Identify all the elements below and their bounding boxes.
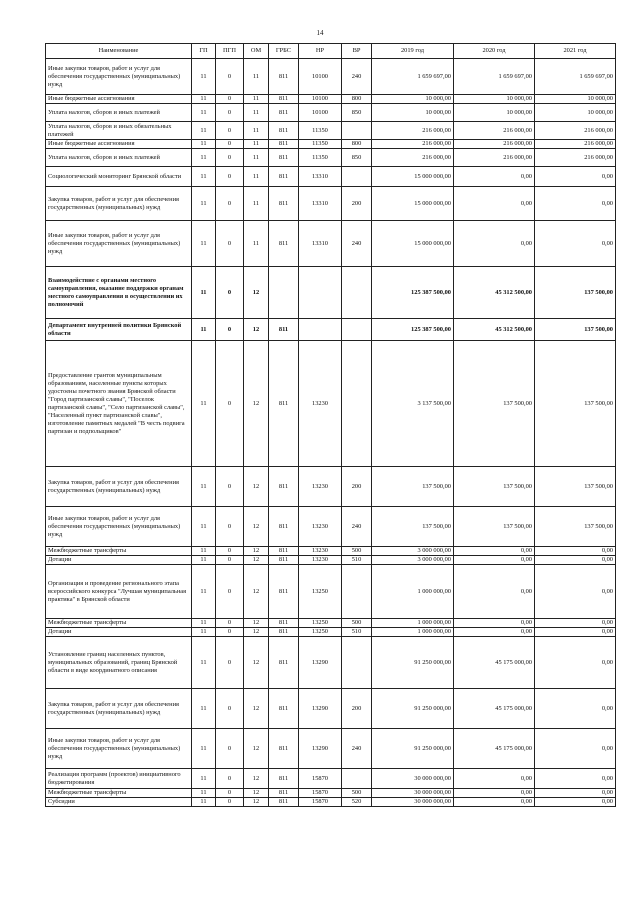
cell-2021: 0,00 [535, 689, 616, 729]
cell-om: 12 [244, 798, 269, 807]
cell-grbs [269, 267, 299, 319]
table-row [46, 319, 616, 341]
cell-2020: 216 000,00 [454, 122, 535, 140]
cell-grbs: 811 [269, 187, 299, 221]
header-nr: НР [299, 44, 342, 59]
cell-2021: 0,00 [535, 565, 616, 619]
cell-2019: 216 000,00 [372, 122, 454, 140]
cell-om: 11 [244, 167, 269, 187]
cell-om: 12 [244, 619, 269, 628]
cell-om: 12 [244, 769, 269, 789]
cell-om: 12 [244, 628, 269, 637]
cell-nr: 13230 [299, 467, 342, 507]
cell-grbs: 811 [269, 637, 299, 689]
cell-pgp: 0 [216, 637, 244, 689]
cell-name: Социологический мониторинг Брянской области [46, 167, 192, 187]
cell-om: 12 [244, 729, 269, 769]
cell-name: Закупка товаров, работ и услуг для обеспечения государственных (муниципальных) нужд [46, 689, 192, 729]
table-row [46, 104, 616, 122]
cell-grbs: 811 [269, 319, 299, 341]
cell-2019: 1 659 697,00 [372, 59, 454, 95]
cell-2021: 137 500,00 [535, 319, 616, 341]
cell-om: 11 [244, 122, 269, 140]
cell-vr: 240 [342, 507, 372, 547]
cell-2019: 30 000 000,00 [372, 798, 454, 807]
table-body [46, 59, 616, 807]
cell-2019: 10 000,00 [372, 104, 454, 122]
table-row [46, 149, 616, 167]
cell-nr: 11350 [299, 149, 342, 167]
cell-om: 12 [244, 789, 269, 798]
cell-nr: 11350 [299, 122, 342, 140]
cell-om: 11 [244, 149, 269, 167]
cell-gp: 11 [192, 149, 216, 167]
cell-nr: 13250 [299, 565, 342, 619]
cell-grbs: 811 [269, 619, 299, 628]
cell-vr: 800 [342, 95, 372, 104]
cell-nr: 13310 [299, 167, 342, 187]
cell-name: Иные закупки товаров, работ и услуг для обеспечения государственных (муниципальных) нужд [46, 221, 192, 267]
cell-gp: 11 [192, 104, 216, 122]
cell-nr: 11350 [299, 140, 342, 149]
cell-grbs: 811 [269, 59, 299, 95]
cell-nr: 15870 [299, 798, 342, 807]
cell-om: 11 [244, 187, 269, 221]
cell-2019: 216 000,00 [372, 140, 454, 149]
cell-grbs: 811 [269, 221, 299, 267]
cell-vr [342, 167, 372, 187]
cell-name: Закупка товаров, работ и услуг для обеспечения государственных (муниципальных) нужд [46, 467, 192, 507]
header-om: ОМ [244, 44, 269, 59]
cell-2020: 10 000,00 [454, 95, 535, 104]
cell-grbs: 811 [269, 140, 299, 149]
cell-vr [342, 769, 372, 789]
cell-grbs: 811 [269, 149, 299, 167]
cell-2021: 0,00 [535, 547, 616, 556]
cell-2020: 216 000,00 [454, 140, 535, 149]
cell-vr: 240 [342, 59, 372, 95]
cell-2020: 1 659 697,00 [454, 59, 535, 95]
cell-2021: 137 500,00 [535, 341, 616, 467]
cell-name: Дотации [46, 556, 192, 565]
cell-2021: 0,00 [535, 628, 616, 637]
cell-2021: 137 500,00 [535, 467, 616, 507]
cell-om: 11 [244, 95, 269, 104]
cell-2019: 3 000 000,00 [372, 547, 454, 556]
cell-vr [342, 637, 372, 689]
cell-nr: 15870 [299, 789, 342, 798]
table-row [46, 95, 616, 104]
cell-vr: 850 [342, 104, 372, 122]
cell-2020: 45 175 000,00 [454, 689, 535, 729]
cell-2020: 0,00 [454, 221, 535, 267]
cell-nr: 13230 [299, 507, 342, 547]
table-row [46, 556, 616, 565]
table-row [46, 689, 616, 729]
cell-name: Уплата налогов, сборов и иных платежей [46, 104, 192, 122]
cell-2021: 10 000,00 [535, 104, 616, 122]
cell-2021: 137 500,00 [535, 267, 616, 319]
cell-2021: 10 000,00 [535, 95, 616, 104]
cell-nr: 13230 [299, 556, 342, 565]
cell-2021: 0,00 [535, 619, 616, 628]
cell-vr [342, 319, 372, 341]
budget-table [45, 43, 616, 807]
cell-2019: 10 000,00 [372, 95, 454, 104]
cell-vr: 200 [342, 689, 372, 729]
cell-2019: 15 000 000,00 [372, 221, 454, 267]
cell-2020: 137 500,00 [454, 507, 535, 547]
header-grbs: ГРБС [269, 44, 299, 59]
cell-2019: 3 000 000,00 [372, 556, 454, 565]
cell-om: 12 [244, 547, 269, 556]
cell-vr: 200 [342, 467, 372, 507]
cell-om: 11 [244, 104, 269, 122]
cell-2020: 0,00 [454, 769, 535, 789]
cell-nr: 15870 [299, 769, 342, 789]
cell-2020: 45 175 000,00 [454, 729, 535, 769]
cell-2021: 0,00 [535, 798, 616, 807]
cell-name: Иные бюджетные ассигнования [46, 140, 192, 149]
page-number: 14 [316, 29, 324, 37]
cell-gp: 11 [192, 221, 216, 267]
cell-nr: 13230 [299, 341, 342, 467]
cell-nr: 10100 [299, 104, 342, 122]
cell-2019: 125 387 500,00 [372, 319, 454, 341]
cell-grbs: 811 [269, 689, 299, 729]
cell-vr: 510 [342, 556, 372, 565]
cell-2019: 91 250 000,00 [372, 729, 454, 769]
cell-vr: 200 [342, 187, 372, 221]
cell-2020: 10 000,00 [454, 104, 535, 122]
cell-grbs: 811 [269, 628, 299, 637]
cell-grbs: 811 [269, 104, 299, 122]
cell-gp: 11 [192, 556, 216, 565]
cell-gp: 11 [192, 547, 216, 556]
cell-2019: 3 137 500,00 [372, 341, 454, 467]
cell-pgp: 0 [216, 628, 244, 637]
cell-2021: 0,00 [535, 789, 616, 798]
cell-gp: 11 [192, 565, 216, 619]
cell-2020: 0,00 [454, 798, 535, 807]
cell-vr: 500 [342, 547, 372, 556]
cell-2019: 91 250 000,00 [372, 689, 454, 729]
cell-pgp: 0 [216, 798, 244, 807]
cell-gp: 11 [192, 507, 216, 547]
cell-2021: 216 000,00 [535, 149, 616, 167]
cell-name: Иные закупки товаров, работ и услуг для обеспечения государственных (муниципальных) нужд [46, 507, 192, 547]
cell-2021: 216 000,00 [535, 140, 616, 149]
table-row [46, 547, 616, 556]
cell-2021: 1 659 697,00 [535, 59, 616, 95]
cell-gp: 11 [192, 122, 216, 140]
table-row [46, 267, 616, 319]
cell-2019: 1 000 000,00 [372, 565, 454, 619]
cell-grbs: 811 [269, 769, 299, 789]
cell-2019: 91 250 000,00 [372, 637, 454, 689]
cell-2019: 1 000 000,00 [372, 628, 454, 637]
cell-om: 12 [244, 341, 269, 467]
cell-om: 11 [244, 140, 269, 149]
cell-gp: 11 [192, 59, 216, 95]
cell-pgp: 0 [216, 341, 244, 467]
cell-gp: 11 [192, 167, 216, 187]
cell-2020: 216 000,00 [454, 149, 535, 167]
cell-nr: 13250 [299, 619, 342, 628]
cell-om: 12 [244, 556, 269, 565]
cell-2019: 15 000 000,00 [372, 167, 454, 187]
table-row [46, 341, 616, 467]
cell-2020: 45 175 000,00 [454, 637, 535, 689]
cell-gp: 11 [192, 341, 216, 467]
cell-grbs: 811 [269, 467, 299, 507]
cell-pgp: 0 [216, 556, 244, 565]
cell-pgp: 0 [216, 565, 244, 619]
cell-grbs: 811 [269, 122, 299, 140]
cell-vr: 850 [342, 149, 372, 167]
cell-gp: 11 [192, 729, 216, 769]
cell-gp: 11 [192, 267, 216, 319]
cell-nr: 13290 [299, 729, 342, 769]
cell-vr [342, 341, 372, 467]
cell-pgp: 0 [216, 619, 244, 628]
table-row [46, 769, 616, 789]
cell-vr: 520 [342, 798, 372, 807]
cell-om: 11 [244, 59, 269, 95]
cell-2019: 137 500,00 [372, 467, 454, 507]
cell-name: Иные бюджетные ассигнования [46, 95, 192, 104]
table-row [46, 140, 616, 149]
cell-name: Уплата налогов, сборов и иных платежей [46, 149, 192, 167]
cell-nr [299, 267, 342, 319]
cell-om: 12 [244, 507, 269, 547]
cell-gp: 11 [192, 619, 216, 628]
cell-2020: 45 312 500,00 [454, 267, 535, 319]
cell-2021: 0,00 [535, 729, 616, 769]
cell-pgp: 0 [216, 221, 244, 267]
cell-2021: 0,00 [535, 769, 616, 789]
cell-name: Дотации [46, 628, 192, 637]
cell-nr: 10100 [299, 59, 342, 95]
cell-nr: 13290 [299, 689, 342, 729]
cell-gp: 11 [192, 798, 216, 807]
cell-gp: 11 [192, 95, 216, 104]
cell-2020: 45 312 500,00 [454, 319, 535, 341]
cell-name: Уплата налогов, сборов и иных обязательных платежей [46, 122, 192, 140]
cell-2020: 0,00 [454, 628, 535, 637]
cell-vr: 240 [342, 729, 372, 769]
cell-vr: 510 [342, 628, 372, 637]
cell-2019: 30 000 000,00 [372, 789, 454, 798]
cell-pgp: 0 [216, 547, 244, 556]
cell-nr: 10100 [299, 95, 342, 104]
header-pgp: ПГП [216, 44, 244, 59]
cell-nr: 13310 [299, 221, 342, 267]
cell-pgp: 0 [216, 149, 244, 167]
header-row [46, 44, 616, 59]
table-row [46, 637, 616, 689]
header-vr: ВР [342, 44, 372, 59]
cell-grbs: 811 [269, 167, 299, 187]
table-row [46, 729, 616, 769]
cell-pgp: 0 [216, 187, 244, 221]
cell-2019: 1 000 000,00 [372, 619, 454, 628]
cell-2019: 15 000 000,00 [372, 187, 454, 221]
header-gp: ГП [192, 44, 216, 59]
cell-name: Предоставление грантов муниципальным образованиям, населенные пункты которых удостоены почетного звания Брянской области "Город партизанской славы", "Поселок партизанской славы", "Село партизанской славы", "Населенный пункт партизанской славы", изготовление памятных медалей "В честь подвига партизан и подпольщиков" [46, 341, 192, 467]
cell-grbs: 811 [269, 341, 299, 467]
cell-gp: 11 [192, 689, 216, 729]
table-row [46, 565, 616, 619]
table-row [46, 798, 616, 807]
cell-grbs: 811 [269, 507, 299, 547]
cell-om: 12 [244, 565, 269, 619]
cell-nr: 13230 [299, 547, 342, 556]
cell-vr [342, 122, 372, 140]
header-2021: 2021 год [535, 44, 616, 59]
cell-nr: 13310 [299, 187, 342, 221]
cell-pgp: 0 [216, 95, 244, 104]
cell-2020: 0,00 [454, 556, 535, 565]
cell-2019: 137 500,00 [372, 507, 454, 547]
cell-vr: 240 [342, 221, 372, 267]
cell-vr [342, 267, 372, 319]
cell-om: 12 [244, 637, 269, 689]
cell-om: 12 [244, 267, 269, 319]
cell-name: Межбюджетные трансферты [46, 789, 192, 798]
cell-2021: 216 000,00 [535, 122, 616, 140]
table-row [46, 507, 616, 547]
cell-grbs: 811 [269, 95, 299, 104]
cell-name: Закупка товаров, работ и услуг для обеспечения государственных (муниципальных) нужд [46, 187, 192, 221]
cell-om: 12 [244, 319, 269, 341]
table-row [46, 619, 616, 628]
cell-nr [299, 319, 342, 341]
cell-gp: 11 [192, 769, 216, 789]
cell-pgp: 0 [216, 267, 244, 319]
cell-2021: 0,00 [535, 556, 616, 565]
cell-pgp: 0 [216, 769, 244, 789]
table-header [46, 44, 616, 59]
cell-name: Департамент внутренней политики Брянской области [46, 319, 192, 341]
cell-grbs: 811 [269, 547, 299, 556]
table-row [46, 122, 616, 140]
cell-2021: 0,00 [535, 637, 616, 689]
cell-pgp: 0 [216, 789, 244, 798]
cell-2020: 0,00 [454, 619, 535, 628]
cell-2020: 0,00 [454, 789, 535, 798]
cell-name: Субсидии [46, 798, 192, 807]
cell-pgp: 0 [216, 167, 244, 187]
cell-grbs: 811 [269, 556, 299, 565]
cell-2021: 0,00 [535, 187, 616, 221]
table-row [46, 221, 616, 267]
cell-pgp: 0 [216, 59, 244, 95]
cell-pgp: 0 [216, 140, 244, 149]
cell-2020: 137 500,00 [454, 341, 535, 467]
cell-gp: 11 [192, 319, 216, 341]
cell-gp: 11 [192, 789, 216, 798]
table-row [46, 789, 616, 798]
cell-grbs: 811 [269, 798, 299, 807]
cell-gp: 11 [192, 140, 216, 149]
table-row [46, 187, 616, 221]
header-2019: 2019 год [372, 44, 454, 59]
cell-vr: 500 [342, 619, 372, 628]
cell-2020: 0,00 [454, 547, 535, 556]
cell-grbs: 811 [269, 789, 299, 798]
cell-vr [342, 565, 372, 619]
cell-pgp: 0 [216, 104, 244, 122]
cell-vr: 800 [342, 140, 372, 149]
cell-pgp: 0 [216, 507, 244, 547]
cell-pgp: 0 [216, 729, 244, 769]
cell-2021: 0,00 [535, 167, 616, 187]
cell-nr: 13250 [299, 628, 342, 637]
cell-2020: 0,00 [454, 187, 535, 221]
cell-2020: 137 500,00 [454, 467, 535, 507]
cell-vr: 500 [342, 789, 372, 798]
cell-pgp: 0 [216, 319, 244, 341]
cell-grbs: 811 [269, 565, 299, 619]
cell-gp: 11 [192, 467, 216, 507]
cell-pgp: 0 [216, 689, 244, 729]
cell-name: Реализация программ (проектов) инициативного бюджетирования [46, 769, 192, 789]
cell-2019: 30 000 000,00 [372, 769, 454, 789]
cell-pgp: 0 [216, 122, 244, 140]
cell-2019: 216 000,00 [372, 149, 454, 167]
table-row [46, 628, 616, 637]
cell-name: Межбюджетные трансферты [46, 619, 192, 628]
cell-2020: 0,00 [454, 167, 535, 187]
cell-2020: 0,00 [454, 565, 535, 619]
table-row [46, 167, 616, 187]
cell-om: 11 [244, 221, 269, 267]
cell-name: Организация и проведение регионального этапа всероссийского конкурса "Лучшая муниципальная практика" в Брянской области [46, 565, 192, 619]
table-row [46, 59, 616, 95]
cell-name: Иные закупки товаров, работ и услуг для обеспечения государственных (муниципальных) нужд [46, 729, 192, 769]
cell-name: Установление границ населенных пунктов, муниципальных образований, границ Брянской области в виде координатного описания [46, 637, 192, 689]
cell-gp: 11 [192, 187, 216, 221]
cell-om: 12 [244, 467, 269, 507]
cell-pgp: 0 [216, 467, 244, 507]
cell-gp: 11 [192, 637, 216, 689]
cell-nr: 13290 [299, 637, 342, 689]
cell-gp: 11 [192, 628, 216, 637]
cell-2019: 125 387 500,00 [372, 267, 454, 319]
cell-2021: 137 500,00 [535, 507, 616, 547]
cell-om: 12 [244, 689, 269, 729]
cell-name: Взаимодействие с органами местного самоуправления, оказание поддержки органам местного самоуправления в осуществлении их полномочий [46, 267, 192, 319]
cell-grbs: 811 [269, 729, 299, 769]
cell-2021: 0,00 [535, 221, 616, 267]
header-name: Наименование [46, 44, 192, 59]
table-row [46, 467, 616, 507]
cell-name: Межбюджетные трансферты [46, 547, 192, 556]
cell-name: Иные закупки товаров, работ и услуг для обеспечения государственных (муниципальных) нужд [46, 59, 192, 95]
header-2020: 2020 год [454, 44, 535, 59]
